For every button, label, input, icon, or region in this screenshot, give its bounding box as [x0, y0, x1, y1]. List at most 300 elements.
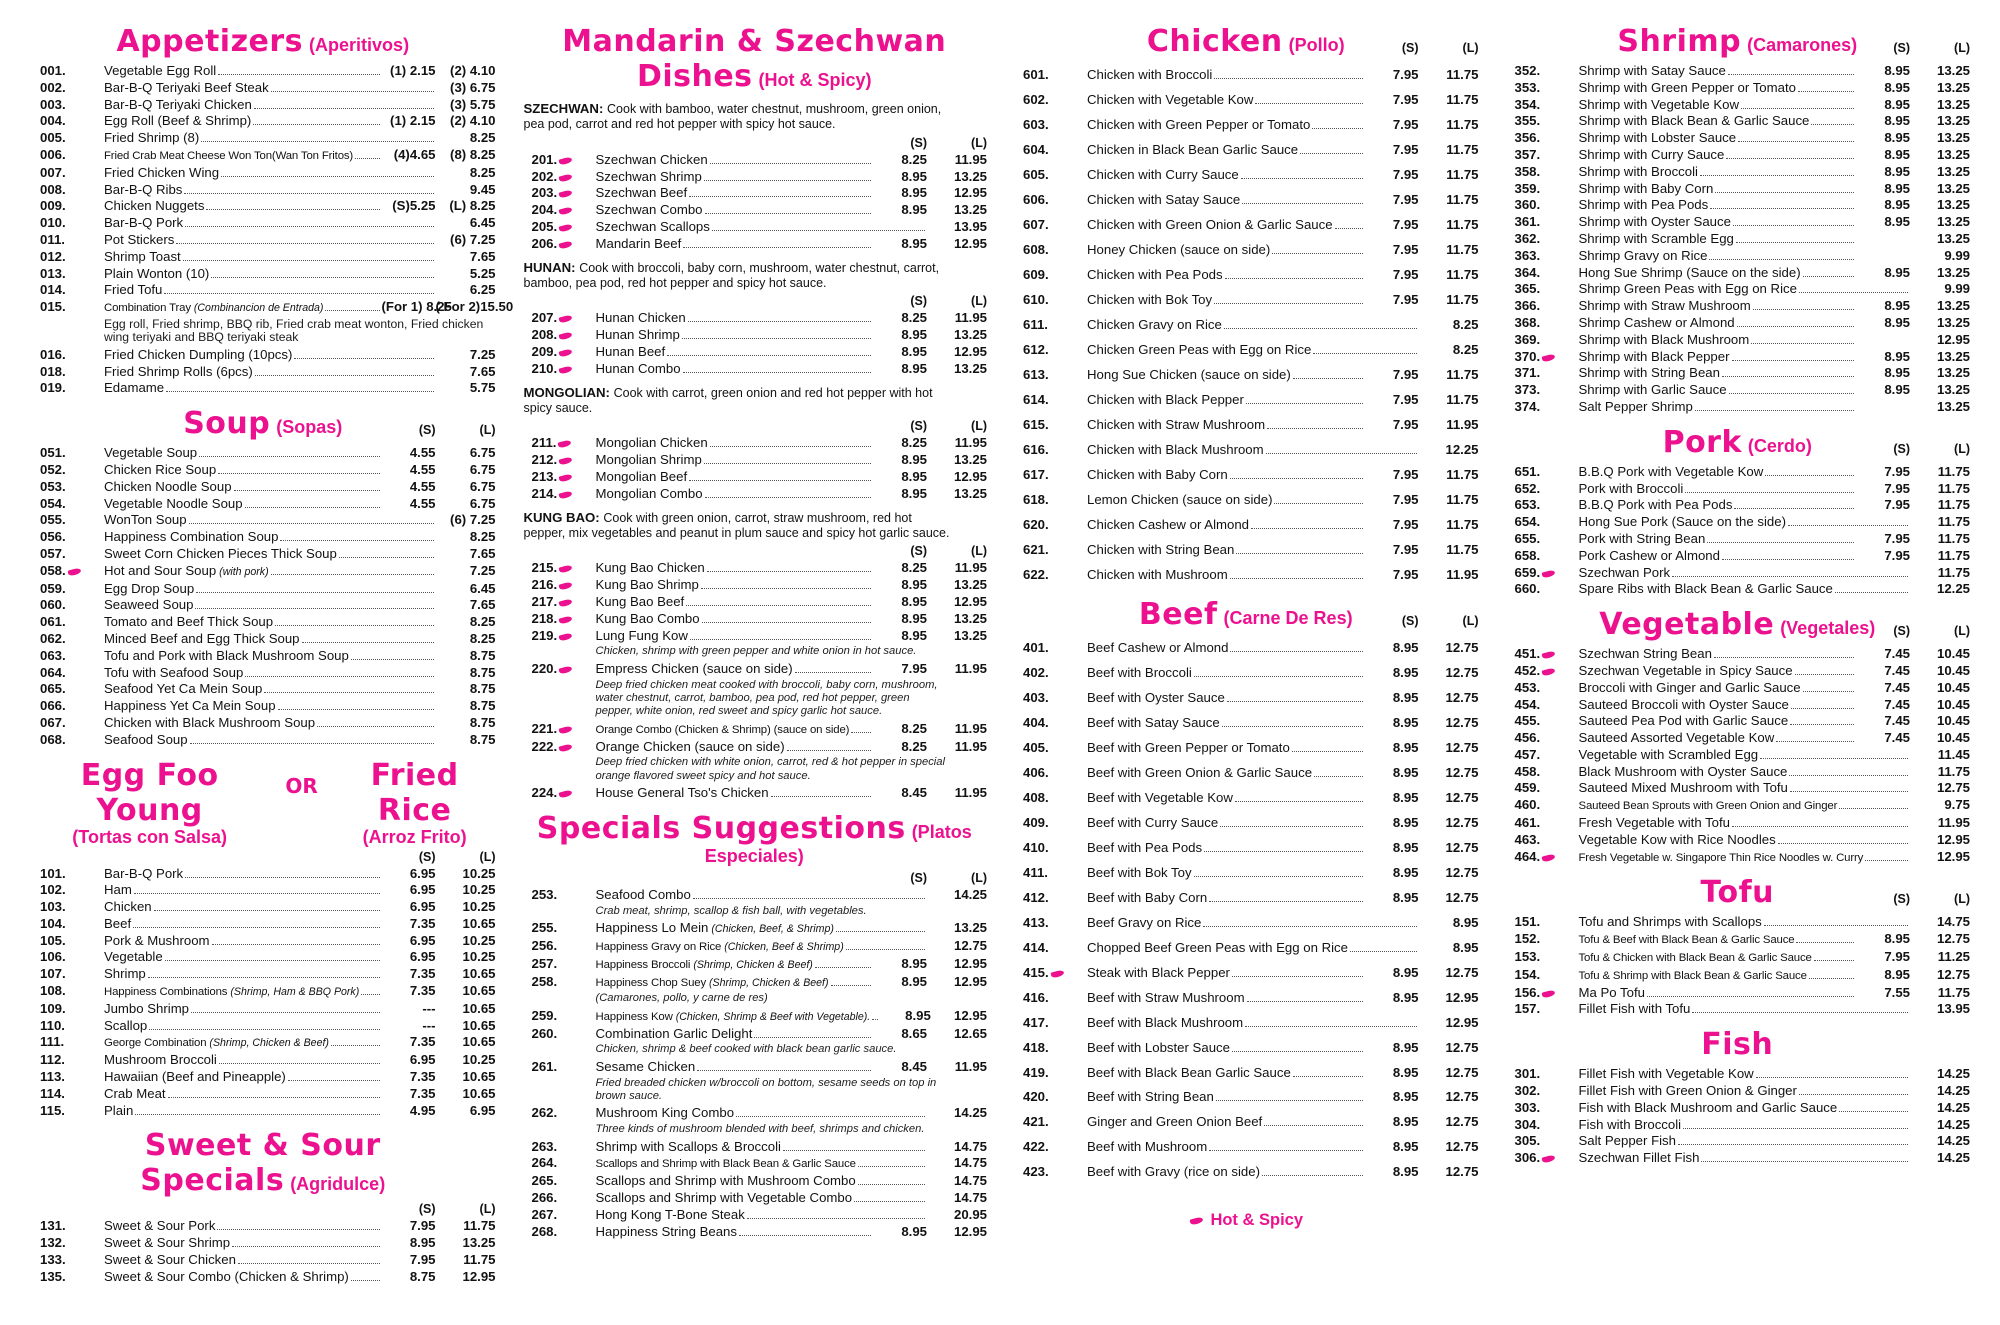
- dot-leader: [689, 480, 871, 481]
- menu-item-row: [1013, 935, 1479, 960]
- item-name: Fillet Fish with Green Onion & Ginger: [1578, 1083, 1797, 1099]
- item-name: Pork with Broccoli: [1578, 480, 1684, 496]
- dot-leader: [238, 1263, 380, 1264]
- item-price-small: 8.95: [1884, 382, 1910, 398]
- item-number: 362.: [1514, 230, 1541, 246]
- size-small-label: (S): [910, 135, 927, 150]
- menu-item-row: [30, 249, 496, 266]
- item-name: Shrimp with Broccoli: [1578, 163, 1698, 179]
- item-price-large: 9.45: [469, 181, 496, 197]
- item-price-large: 10.65: [462, 966, 496, 982]
- menu-section: [1505, 1027, 1971, 1167]
- item-price-large: 7.65: [469, 363, 496, 379]
- dot-leader: [1214, 78, 1362, 79]
- item-number: 055.: [40, 512, 66, 528]
- group-header: SZECHWAN: Cook with bamboo, water chestnut, mushroom, green onion, pea pod, carrot and red hot pepper with spicy hot sauce.: [523, 101, 942, 132]
- dot-leader: [294, 358, 433, 359]
- menu-item-row: [30, 899, 496, 916]
- menu-item-row: [1505, 680, 1971, 697]
- item-number: 058.: [30, 563, 104, 580]
- dot-leader: [1230, 478, 1363, 479]
- item-number: 060.: [40, 597, 66, 613]
- item-name: Chicken in Black Bean Garlic Sauce: [1087, 142, 1299, 158]
- item-name: Shrimp: [104, 966, 146, 982]
- item-name: Happiness Combination Soup: [104, 529, 279, 545]
- item-name: Chopped Beef Green Peas with Egg on Rice: [1087, 939, 1348, 955]
- chili-icon: [1050, 969, 1064, 978]
- item-number: 208.: [522, 327, 596, 344]
- item-name: Chicken: [104, 899, 152, 915]
- item-price-small: 8.95: [1392, 1164, 1419, 1180]
- item-price-large: 11.75: [1446, 241, 1479, 257]
- item-number: 409.: [1023, 814, 1049, 830]
- menu-item-row: [1013, 563, 1479, 588]
- item-price-large: 12.75: [1936, 966, 1970, 982]
- item-number: 063.: [40, 647, 66, 663]
- item-price-large: (6) 7.25: [450, 231, 496, 247]
- menu-item-row: [1505, 815, 1971, 832]
- item-number: 413.: [1023, 914, 1049, 930]
- size-large-label: (L): [1954, 624, 1970, 639]
- chili-icon: [1542, 651, 1556, 660]
- item-name: Pork with String Bean: [1578, 530, 1706, 546]
- item-number: 104.: [40, 915, 66, 931]
- menu-item-row: [1013, 786, 1479, 811]
- item-price-large: 7.65: [469, 545, 496, 561]
- item-price-small: 8.95: [1884, 264, 1910, 280]
- dot-leader: [667, 355, 871, 356]
- menu-item-row: [30, 215, 496, 232]
- item-number: 620.: [1023, 516, 1049, 532]
- dot-leader: [1214, 303, 1362, 304]
- item-price-small: 8.95: [901, 360, 927, 376]
- section-heading: [1013, 597, 1479, 632]
- menu-item-row: [1505, 197, 1971, 214]
- dot-leader: [704, 463, 871, 464]
- item-name: Shrimp with Oyster Sauce: [1578, 214, 1731, 230]
- item-name: Happiness Kow: [595, 1010, 673, 1023]
- item-price-large: 6.75: [469, 495, 496, 511]
- menu-item-row: [1505, 1066, 1971, 1083]
- menu-item-row: [1505, 365, 1971, 382]
- item-number: 601.: [1023, 67, 1049, 83]
- item-price-small: 8.95: [901, 452, 927, 468]
- menu-item-row: [30, 916, 496, 933]
- section-title: Chicken: [1146, 24, 1283, 59]
- dot-leader: [1236, 553, 1362, 554]
- size-small-label: (S): [1401, 613, 1419, 628]
- item-price-large: 13.25: [1936, 63, 1970, 78]
- size-large-label: (L): [479, 1202, 496, 1217]
- chili-icon: [559, 790, 573, 799]
- item-price-small: 8.75: [409, 1268, 436, 1284]
- dot-leader: [1313, 353, 1416, 354]
- menu-item-row: [30, 462, 496, 479]
- dot-leader: [771, 796, 871, 797]
- chili-icon: [1190, 1216, 1204, 1225]
- menu-item-row: [1505, 1001, 1971, 1018]
- menu-item-row: [1505, 214, 1971, 231]
- item-number: 154.: [1514, 966, 1541, 982]
- size-large-label: (L): [971, 871, 987, 886]
- menu-item-row: [1505, 747, 1971, 764]
- chili-icon: [559, 156, 573, 165]
- item-number: 658.: [1514, 547, 1541, 563]
- item-number: 607.: [1023, 217, 1049, 232]
- item-number: 613.: [1023, 366, 1049, 382]
- item-price-small: 8.95: [1884, 163, 1910, 179]
- item-name: Seafood Yet Ca Mein Soup: [104, 681, 263, 697]
- item-price-large: 11.75: [463, 1218, 496, 1234]
- item-number: 418.: [1023, 1039, 1049, 1055]
- item-price-large: 11.75: [1937, 547, 1970, 563]
- item-number: 408.: [1023, 789, 1049, 805]
- item-name: Fried Chicken Wing: [104, 164, 220, 180]
- dot-leader: [1734, 508, 1854, 509]
- item-price-large: 10.25: [462, 932, 496, 948]
- menu-item-row: [1013, 438, 1479, 463]
- item-number: 263.: [531, 1138, 558, 1154]
- item-number: 211.: [522, 435, 596, 452]
- chili-icon: [559, 665, 573, 674]
- size-small-label: (S): [418, 849, 436, 864]
- item-price-small: 8.95: [1392, 764, 1419, 780]
- item-description: Deep fried chicken with white onion, carrot, red & hot pepper in special orange flavored sweet spicy and hot sauce.: [595, 756, 945, 782]
- item-number: 114.: [40, 1085, 65, 1101]
- item-price-small: 7.95: [1884, 530, 1910, 546]
- item-name: Seafood Combo: [595, 887, 691, 903]
- item-number: 412.: [1023, 889, 1049, 905]
- item-name: Shrimp with Straw Mushroom: [1578, 298, 1751, 314]
- item-price-large: 8.95: [1452, 939, 1479, 955]
- item-number: 354.: [1514, 96, 1541, 112]
- item-number: 302.: [1514, 1083, 1541, 1099]
- item-price-small: 8.95: [1884, 96, 1910, 112]
- item-number: 002.: [40, 79, 66, 95]
- dot-leader: [1778, 843, 1908, 844]
- item-number: 259.: [531, 1007, 558, 1023]
- item-name: Kung Bao Beef: [595, 594, 685, 609]
- menu-item-row: [1013, 661, 1479, 686]
- item-price-large: 11.95: [1446, 566, 1479, 582]
- menu-item-row: [30, 147, 496, 165]
- item-number: 053.: [40, 478, 66, 494]
- dot-leader: [697, 1070, 871, 1071]
- item-price-small: 6.95: [409, 865, 436, 881]
- item-price-large: 10.65: [462, 1000, 496, 1016]
- size-small-label: (S): [1401, 41, 1419, 55]
- item-number: 101.: [40, 865, 66, 881]
- section-heading: [1013, 24, 1479, 59]
- menu-item-row: [30, 282, 496, 299]
- item-price-small: 7.95: [1884, 497, 1910, 513]
- item-number: 370.: [1505, 349, 1579, 366]
- item-price-large: 11.75: [1446, 67, 1479, 83]
- section-title: Sweet & Sour Specials: [140, 1128, 381, 1199]
- item-number: 457.: [1514, 746, 1541, 762]
- item-price-large: 6.45: [469, 580, 496, 596]
- item-name: Fried Chicken Dumpling (10pcs): [104, 346, 293, 362]
- item-name: Beef with Satay Sauce: [1087, 714, 1220, 730]
- item-number: 131.: [40, 1218, 66, 1234]
- item-price-large: 5.25: [469, 265, 496, 281]
- item-price-small: 4.55: [409, 478, 436, 494]
- item-price-large: 11.95: [954, 738, 987, 754]
- menu-item-row: [30, 496, 496, 513]
- menu-item-row: [1505, 764, 1971, 781]
- size-large-label: (L): [971, 419, 987, 434]
- item-number: 653.: [1514, 497, 1541, 513]
- item-price-large: 11.75: [1446, 92, 1479, 108]
- size-large-label: (L): [1954, 441, 1970, 456]
- item-number: 452.: [1505, 663, 1579, 680]
- item-number: 366.: [1514, 298, 1541, 314]
- menu-section: [30, 758, 496, 1120]
- item-name: Fried Tofu: [104, 282, 163, 298]
- dot-leader: [1709, 259, 1854, 260]
- dot-leader: [690, 639, 871, 640]
- item-number: 261.: [531, 1058, 558, 1074]
- item-name: Beef with Lobster Sauce: [1087, 1039, 1230, 1055]
- item-price-large: 10.25: [462, 882, 496, 898]
- item-price-small: 7.35: [409, 1069, 436, 1085]
- item-price-large: 8.25: [469, 614, 496, 630]
- dot-leader: [1209, 901, 1362, 902]
- item-name: Ma Po Tofu: [1578, 984, 1645, 1000]
- item-number: 012.: [40, 248, 66, 264]
- item-price-small: 7.95: [1392, 117, 1419, 133]
- section-title: Mandarin & Szechwan Dishes: [562, 24, 947, 94]
- item-price-small: 4.95: [409, 1102, 436, 1118]
- item-name: Jumbo Shrimp: [104, 1000, 190, 1016]
- dot-leader: [686, 605, 871, 606]
- item-number: 608.: [1023, 241, 1049, 257]
- item-price-small: 7.45: [1884, 662, 1910, 678]
- dot-leader: [1715, 192, 1854, 193]
- section-subtitle: (Sopas): [276, 417, 343, 438]
- dot-leader: [1799, 1094, 1908, 1095]
- dot-leader: [317, 726, 433, 727]
- menu-item-row: [1013, 861, 1479, 886]
- menu-item-row: [30, 631, 496, 648]
- item-number: 112.: [40, 1052, 65, 1068]
- item-number: 113.: [40, 1069, 65, 1085]
- item-number: 357.: [1514, 146, 1541, 162]
- menu-item-row: [30, 597, 496, 614]
- menu-item-row: [30, 563, 496, 581]
- menu-item-row: [522, 236, 988, 253]
- item-name: Sauteed Pea Pod with Garlic Sauce: [1578, 713, 1789, 729]
- size-small-label: (S): [1893, 892, 1910, 907]
- item-number: 616.: [1023, 441, 1049, 457]
- item-name: Beef with Curry Sauce: [1087, 814, 1219, 830]
- item-name: Tofu & Beef with Black Bean & Garlic Sauce: [1578, 934, 1795, 947]
- item-price-small: 8.95: [901, 973, 927, 989]
- dot-leader: [682, 338, 871, 339]
- item-name: Mushroom King Combo: [595, 1105, 735, 1121]
- section-title: Vegetable: [1599, 607, 1775, 643]
- dot-leader: [339, 557, 434, 558]
- item-number: 353.: [1514, 79, 1541, 95]
- item-name: Mongolian Chicken: [595, 435, 708, 451]
- item-name: Mongolian Beef: [595, 469, 688, 484]
- menu-item-row: [522, 469, 988, 486]
- item-name: Pork Cashew or Almond: [1578, 547, 1720, 563]
- item-price-large: 12.95: [953, 955, 987, 971]
- menu-item-row: [1505, 565, 1971, 582]
- item-price-large: 11.75: [1446, 516, 1479, 532]
- item-name: Chicken with Black Mushroom Soup: [104, 714, 316, 730]
- item-number: 401.: [1023, 639, 1049, 655]
- item-price-small: 7.95: [1392, 541, 1419, 557]
- menu-item-row: [522, 938, 988, 956]
- item-number: 454.: [1514, 696, 1541, 712]
- item-name: Pot Stickers: [104, 231, 175, 247]
- menu-item-row: [30, 113, 496, 130]
- menu-item-row: [30, 529, 496, 546]
- dot-leader: [1835, 592, 1908, 593]
- dot-leader: [166, 391, 433, 392]
- dot-leader: [1714, 657, 1854, 658]
- size-labels: [1856, 442, 1970, 456]
- item-number: 214.: [522, 486, 596, 503]
- item-name: Hong Kong T-Bone Steak: [595, 1206, 745, 1222]
- size-labels: [30, 1202, 496, 1216]
- item-number: 617.: [1023, 466, 1049, 482]
- item-price-large: 13.95: [953, 219, 987, 234]
- menu-item-row: [1505, 931, 1971, 949]
- item-number: 361.: [1514, 214, 1541, 230]
- item-price-large: 14.75: [1936, 914, 1970, 930]
- menu-item-row: [30, 232, 496, 249]
- dot-leader: [1700, 175, 1854, 176]
- item-description: Chicken, shrimp & beef cooked with black bean garlic sauce.: [595, 1043, 897, 1056]
- item-price-large: 12.95: [953, 344, 987, 359]
- item-price-small: 7.35: [409, 966, 436, 982]
- dot-leader: [707, 571, 871, 572]
- dot-leader: [1728, 74, 1854, 75]
- menu-item-row: [1505, 949, 1971, 967]
- menu-item-row: [30, 380, 496, 397]
- item-number: 108.: [40, 983, 66, 999]
- item-price-large: 12.95: [953, 1223, 987, 1239]
- item-name: Mongolian Shrimp: [595, 452, 702, 468]
- item-price-large: 13.25: [1936, 348, 1970, 364]
- item-name: Chicken with Bok Toy: [1087, 291, 1213, 307]
- menu-item-row: [30, 949, 496, 966]
- dot-leader: [325, 310, 379, 311]
- dot-leader: [1274, 503, 1362, 504]
- item-number: 415.: [1013, 965, 1087, 982]
- menu-item-row: [30, 1235, 496, 1252]
- item-price-large: 12.75: [1445, 1164, 1479, 1180]
- item-number: 015.: [40, 299, 66, 315]
- menu-item-row: [1013, 761, 1479, 786]
- menu-item-row: [1013, 636, 1479, 661]
- item-number: 061.: [40, 614, 66, 630]
- chili-icon: [1542, 667, 1556, 676]
- size-labels: [522, 419, 988, 433]
- item-price-large: 11.75: [1446, 142, 1479, 158]
- dot-leader: [1245, 1026, 1416, 1027]
- item-price-large: 11.75: [1446, 266, 1479, 282]
- dot-leader: [754, 1037, 871, 1038]
- item-number: 419.: [1023, 1064, 1049, 1080]
- item-number: 001.: [40, 63, 66, 78]
- item-number: 253.: [531, 887, 558, 903]
- item-number: 105.: [40, 932, 66, 948]
- menu-item-row: [1505, 97, 1971, 114]
- item-number: 359.: [1514, 180, 1541, 196]
- section-title-right: [334, 758, 496, 846]
- item-price-small: (For 1) 8.25: [381, 299, 452, 315]
- item-price-large: 13.25: [1936, 314, 1970, 330]
- section-subtitle: (Platos Especiales): [704, 822, 972, 867]
- item-number: 215.: [522, 560, 596, 577]
- item-price-large: 11.95: [1446, 416, 1479, 432]
- item-number: 268.: [531, 1223, 558, 1239]
- item-price-small: 7.95: [1884, 480, 1910, 496]
- group-label: KUNG BAO:: [523, 509, 604, 525]
- item-description: Deep fried chicken meat cooked with broccoli, baby corn, mushroom, water chestnut, carrot, bamboo, pea pod, red hot pepper, green pepper, white onion, red sweet and spicy garlic hot sauce.: [595, 678, 938, 718]
- menu-item-row: [1505, 332, 1971, 349]
- dot-leader: [221, 176, 433, 177]
- menu-item-row: [1505, 849, 1971, 867]
- menu-item-row: [30, 1052, 496, 1069]
- item-name: Seafood Soup: [104, 731, 188, 747]
- item-price-large: 8.75: [469, 731, 496, 747]
- item-number: 423.: [1023, 1164, 1049, 1180]
- item-name: Shrimp Green Peas with Egg on Rice: [1578, 281, 1797, 297]
- item-number: 003.: [40, 96, 66, 112]
- menu-item-row: [1505, 399, 1971, 416]
- menu-item-row: [1505, 967, 1971, 985]
- dot-leader: [184, 193, 433, 194]
- item-name: Sweet & Sour Combo (Chicken & Shrimp): [104, 1268, 349, 1284]
- dot-leader: [704, 180, 871, 181]
- item-price-large: 13.25: [462, 1235, 496, 1251]
- item-name: B.B.Q Pork with Vegetable Kow: [1578, 463, 1764, 479]
- group-header: MONGOLIAN: Cook with carrot, green onion and red hot pepper with hot spicy sauce.: [523, 384, 933, 415]
- dot-leader: [1765, 475, 1854, 476]
- dot-leader: [1692, 1012, 1908, 1013]
- item-price-large: 10.45: [1936, 662, 1970, 678]
- item-name: Tofu & Shrimp with Black Bean & Garlic Sauce: [1578, 969, 1807, 982]
- item-number: 107.: [40, 966, 66, 982]
- dot-leader: [1227, 701, 1363, 702]
- item-name: Szechwan Vegetable in Spicy Sauce: [1578, 662, 1793, 678]
- item-number: 056.: [40, 529, 66, 545]
- item-price-large: 10.65: [462, 915, 496, 931]
- item-price-small: 7.35: [409, 1034, 436, 1050]
- menu-section: [1505, 875, 1971, 1018]
- item-price-large: 12.75: [1445, 639, 1479, 655]
- dot-leader: [1335, 228, 1363, 229]
- item-price-small: 7.95: [1884, 547, 1910, 563]
- item-price-large: 5.75: [469, 380, 496, 396]
- item-number: 602.: [1023, 92, 1049, 108]
- menu-section: [1013, 597, 1479, 1186]
- item-price-small: 8.45: [901, 785, 927, 801]
- item-price-large: 12.75: [1445, 1039, 1479, 1055]
- item-number: 458.: [1514, 763, 1541, 779]
- item-price-large: 13.25: [1936, 230, 1970, 246]
- menu-item-row: [1013, 736, 1479, 761]
- item-price-large: 12.75: [1445, 814, 1479, 830]
- item-price-small: 8.25: [901, 560, 927, 576]
- menu-item-row: [1013, 313, 1479, 338]
- menu-section: [1505, 607, 1971, 866]
